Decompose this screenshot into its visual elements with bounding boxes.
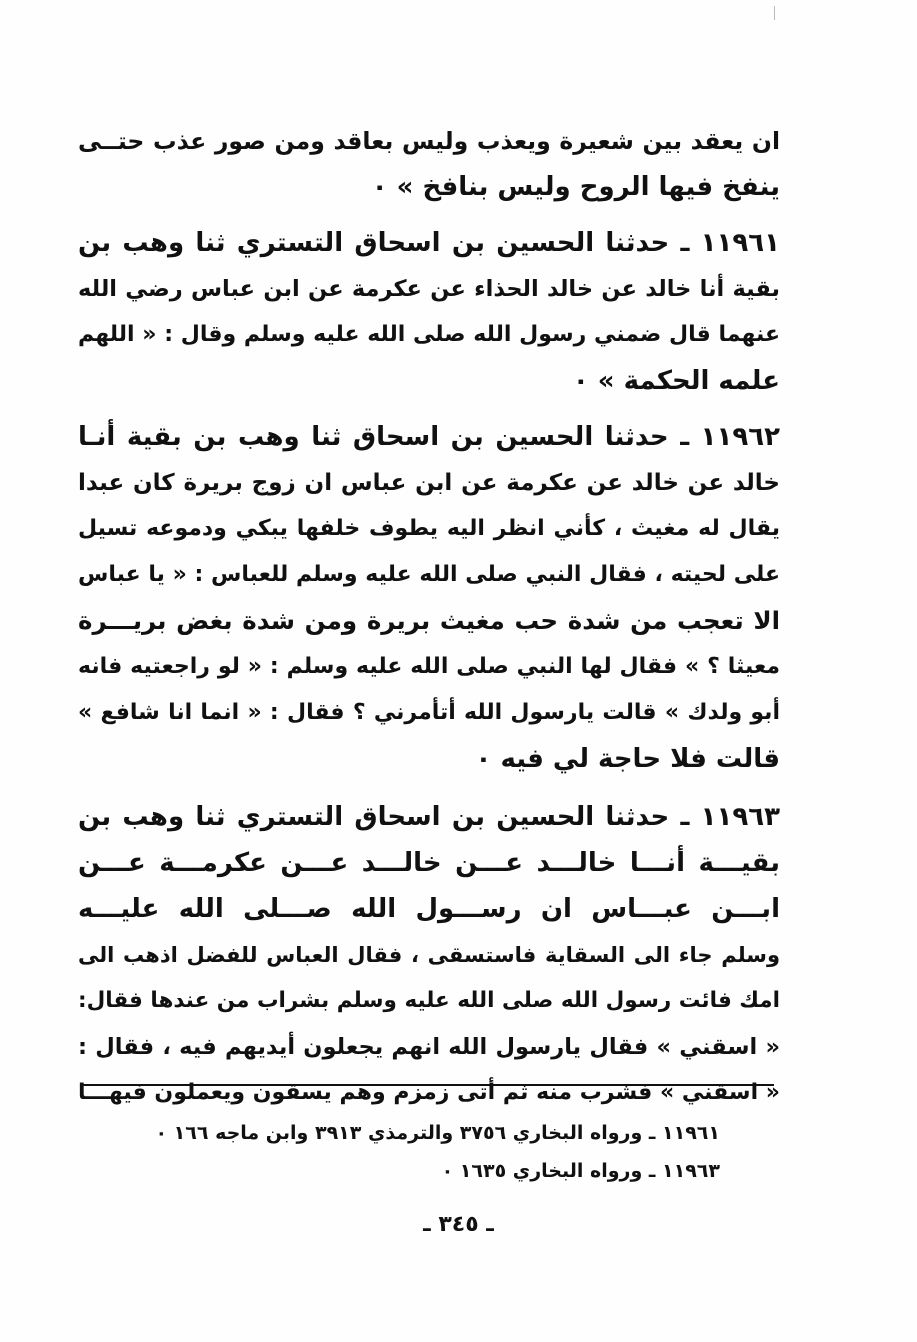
text-line: يقال له مغيث ، كأني انظر اليه يطوف خلفها يبكي ودموعه تسيل (78, 516, 780, 541)
text-line: ١١٩٦٣ ـ حدثنا الحسين بن اسحاق التستري ثنا وهب بن (78, 802, 780, 832)
paragraph-continuation (78, 118, 780, 210)
text-line: ابـــن عبـــاس ان رســـول الله صـــلى الله عليـــه (78, 894, 780, 924)
footnote-11961: ١١٩٦١ ـ ورواه البخاري ٣٧٥٦ والترمذي ٣٩١٣ وابن ماجه ١٦٦ ٠ (155, 1122, 720, 1144)
hadith-11961 (78, 220, 780, 404)
text-line: « اسقني » فقال يارسول الله انهم يجعلون أيديهم فيه ، فقال : (78, 1034, 780, 1060)
text-line: علمه الحكمة » ٠ (572, 366, 780, 396)
text-line: الا تعجب من شدة حب مغيث بريرة ومن شدة بغض بريـــرة (78, 606, 780, 635)
text-line: على لحيته ، فقال النبي صلى الله عليه وسلم للعباس : « يا عباس (78, 562, 780, 587)
hadith-11963 (78, 794, 780, 1116)
text-line: وسلم جاء الى السقاية فاستسقى ، فقال العباس للفضل اذهب الى (78, 943, 780, 967)
footnotes (100, 1114, 720, 1190)
page-number: ـ ٣٤٥ ـ (423, 1212, 494, 1237)
footnote-divider (80, 1084, 774, 1086)
footnote-11963: ١١٩٦٣ ـ ورواه البخاري ١٦٣٥ ٠ (441, 1160, 720, 1182)
text-line: امك فائت رسول الله صلى الله عليه وسلم بشراب من عندها فقال: (78, 988, 780, 1013)
text-line: بقية أنا خالد عن خالد الحذاء عن عكرمة عن ابن عباس رضي الله (78, 276, 780, 302)
text-line: معيثا ؟ » فقال لها النبي صلى الله عليه وسلم : « لو راجعتيه فانه (78, 654, 780, 679)
hadith-11962 (78, 414, 780, 782)
text-line: عنهما قال ضمني رسول الله صلى الله عليه وسلم وقال : « اللهم (78, 322, 780, 347)
text-line: ينفخ فيها الروح وليس بنافخ » ٠ (371, 172, 780, 202)
text-line: ١١٩٦١ ـ حدثنا الحسين بن اسحاق التستري ثنا وهب بن (78, 228, 780, 258)
scan-speck (774, 6, 775, 20)
text-line: « اسقني » فشرب منه ثم أتى زمزم وهم يسقون ويعملون فيهـــا (78, 1080, 780, 1105)
text-line: أبو ولدك » قالت يارسول الله أتأمرني ؟ فقال : « انما انا شافع » (78, 700, 780, 725)
text-line: ان يعقد بين شعيرة ويعذب وليس بعاقد ومن صور عذب حتــى (78, 127, 780, 155)
text-line: ١١٩٦٢ ـ حدثنا الحسين بن اسحاق ثنا وهب بن بقية أنـا (78, 422, 780, 452)
text-line: قالت فلا حاجة لي فيه ٠ (475, 744, 780, 774)
text-line: بقيـــة أنـــا خالـــد عـــن خالـــد عـــن عكرمـــة عـــن (78, 848, 780, 878)
main-text (78, 118, 780, 1126)
text-line: خالد عن خالد عن عكرمة عن ابن عباس ان زوج بريرة كان عبدا (78, 470, 780, 496)
